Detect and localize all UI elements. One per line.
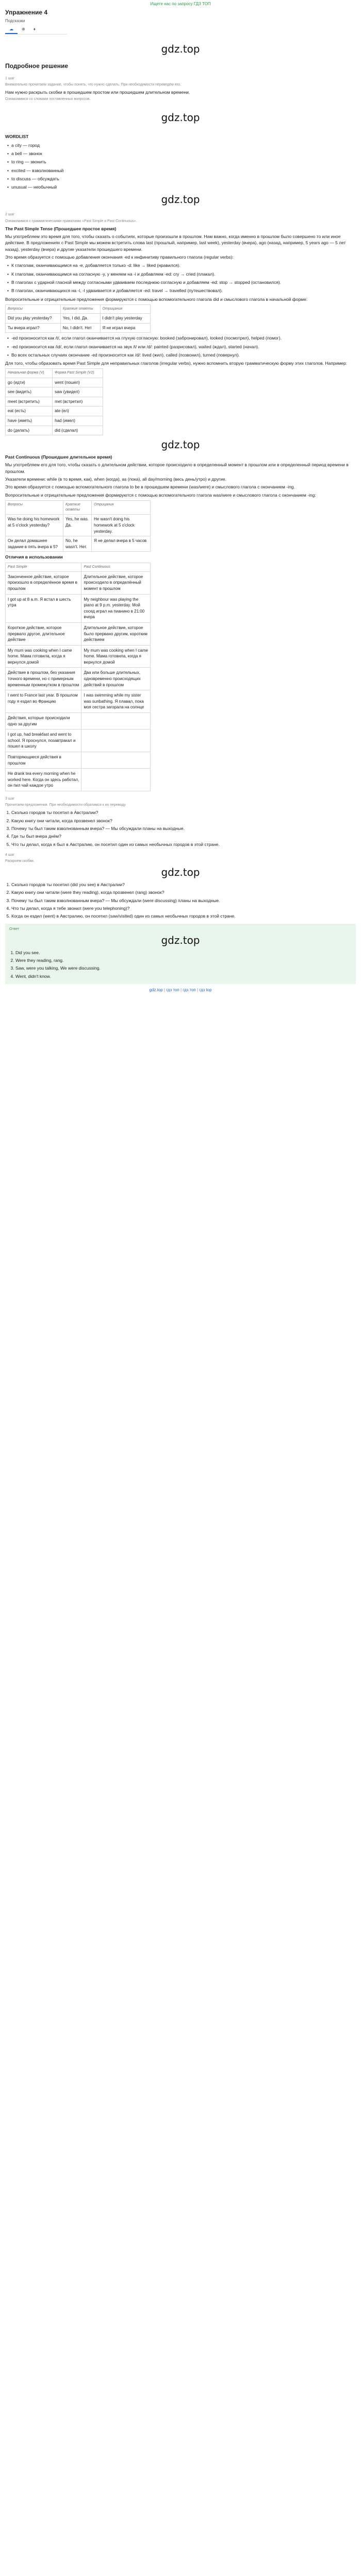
- table-cell: do (делать): [6, 426, 53, 435]
- past-simple-table: [5, 304, 151, 333]
- table-cell: [81, 752, 151, 769]
- table-cell: Повторяющиеся действия в прошлом: [6, 752, 81, 769]
- list-item: • to ring — звонить: [7, 159, 356, 165]
- irregular-verbs-table: [5, 368, 103, 435]
- differences-table: [5, 563, 151, 791]
- table-row: [6, 713, 151, 730]
- paragraph: Для того, чтобы образовать время Past Simple для неправильных глаголов (irregular verbs), нужно вспомнить вторую грамматическую форму этих глаголов. Например:: [5, 361, 347, 366]
- list-item: 5. Что ты делал, когда я был в Австралию, он посетил один из самых необычных городов в этой стране.: [11, 841, 356, 848]
- table-header: Краткие ответы: [60, 304, 100, 313]
- table-row: [6, 426, 103, 435]
- table-cell: Действия, которые происходили одно за другим: [6, 713, 81, 730]
- list-item: 1. Сколько городов ты посетил в Австралии?: [11, 809, 356, 816]
- step-label: 3 шаг: [5, 796, 14, 801]
- table-cell: Ты вчера играл?: [6, 323, 61, 333]
- table-cell: I was swimming while my sister was sunbathing. Я плавал, пока моя сестра загорала на солнце: [81, 690, 151, 713]
- step-hint: Внимательно прочитаем задание, чтобы понять, что нужно сделать. При необходимости переведём его.: [5, 82, 181, 87]
- list-item: • -ed произносится как /id/, если глагол оканчивается на звук /t/ или /d/: painted (разрисовал), waited (ждал), started (начал).: [7, 344, 356, 350]
- watermark: gdz.top: [161, 193, 200, 206]
- footer-link[interactable]: гдз топ: [166, 988, 179, 993]
- paragraph: Это время образуется с помощью вспомогательного глагола to be в прошедшем времени (was/were) и смыслового глагола с окончанием -ing.: [5, 484, 295, 490]
- list-item: 1. Сколько городов ты посетил (did you see) в Австралии?: [11, 882, 356, 888]
- watermark: gdz.top: [161, 934, 200, 946]
- pronunciation-rules: [7, 335, 356, 358]
- table-cell: Yes, he was. Да.: [63, 515, 92, 536]
- list-item: 4. Где ты был вчера днём?: [11, 833, 356, 839]
- table-row: [6, 594, 151, 622]
- table-header: Past Continuous: [81, 563, 151, 571]
- list-item: 4. Went, didn't know.: [15, 973, 352, 979]
- step-text: Нам нужно раскрыть скобки в прошедшем простом или прошедшем длительном времени.: [5, 89, 190, 95]
- list-item: • К глаголам, оканчивающимся на согласную -y, у меняем на -i и добавляем -ed: cry → cried (плакал).: [7, 271, 356, 277]
- list-item: 2. Какую книгу они читали (were they reading), когда прозвенел (rang) звонок?: [11, 889, 356, 895]
- table-row: [6, 406, 103, 416]
- translations-list: [11, 809, 356, 848]
- wordlist: [7, 142, 356, 191]
- table-header: Вопросы: [6, 501, 63, 515]
- table-cell: No, I didn't. Нет: [60, 323, 100, 333]
- table-cell: Два или больше длительных, одновременно происходящих действий в прошлом: [81, 668, 151, 690]
- answer-label: Ответ: [9, 927, 20, 931]
- table-row: [6, 416, 103, 426]
- wordlist-title: WORDLIST: [5, 134, 29, 140]
- list-item: 5. Когда он ездил (went) в Австралию, он посетил (saw/visited) один из самых необычных городов в этой стране.: [11, 913, 356, 919]
- tab-hint-2[interactable]: ⊕: [22, 26, 25, 31]
- list-item: 4. Что ты делал, когда я тебе звонил (were you telephoning)?: [11, 905, 356, 911]
- past-simple-title: The Past Simple Tense (Прошедшее простое время): [5, 226, 117, 231]
- expanded-list: [11, 882, 356, 920]
- answers-list: [15, 950, 352, 979]
- table-cell: see (видеть): [6, 387, 53, 397]
- step-label: 4 шаг: [5, 853, 14, 857]
- table-cell: Я не делал вчера в 5 часов: [92, 536, 151, 552]
- table-cell: Did you play yesterday?: [6, 314, 61, 324]
- watermark: gdz.top: [161, 43, 200, 56]
- list-item: • a bell — звонок: [7, 150, 356, 157]
- list-item: • -ed произносится как /t/, если глагол оканчивается на глухую согласную: booked (забронировал), looked (посмотрел), helped (помог).: [7, 335, 356, 341]
- step-hint: Прочитаем предложения. При необходимости обратимся к их переводу.: [5, 803, 126, 807]
- table-cell: My mum was cooking when I came home. Мама готовила, когда я вернулся домой: [6, 645, 81, 668]
- table-row: [6, 323, 151, 333]
- solution-heading: Подробное решение: [5, 62, 69, 70]
- hint-tabs: [5, 25, 67, 35]
- table-cell: Короткое действие, которое прервало другое, длительное действие: [6, 622, 81, 645]
- list-item: 1. Did you see.: [15, 950, 352, 956]
- tab-hint-1[interactable]: ☁: [5, 25, 18, 35]
- top-search-link[interactable]: Ищете нас по запросу ГДЗ ТОП: [150, 2, 211, 6]
- past-continuous-title: Past Continuous (Прошедшее длительное время): [5, 454, 112, 460]
- table-cell: ate (ел): [53, 406, 103, 416]
- table-row: [6, 515, 151, 536]
- spelling-rules: [7, 262, 356, 294]
- table-row: [6, 730, 151, 752]
- list-item: 3. Почему ты был таким взволнованным вчера? — Мы обсуждали планы на выходные.: [11, 825, 356, 832]
- list-item: • unusual — необычный: [7, 184, 356, 190]
- table-cell: Он делал домашнее задание в пять вчера в 5?: [6, 536, 63, 552]
- differences-title: Отличия в использовании: [5, 554, 63, 560]
- table-cell: did (сделал): [53, 426, 103, 435]
- table-cell: Действие в прошлом, без указания точного времени, но с примерным временным промежутком в прошлом: [6, 668, 81, 690]
- footer-link[interactable]: гдз top: [199, 988, 212, 993]
- table-cell: I got up, had breakfast and went to school. Я проснулся, позавтракал и пошел в школу: [6, 730, 81, 752]
- table-header: Краткие ответы: [63, 501, 92, 515]
- table-cell: [81, 713, 151, 730]
- table-row: [6, 668, 151, 690]
- table-cell: had (имел): [53, 416, 103, 426]
- table-header: Вопросы: [6, 304, 61, 313]
- answer-box: [5, 924, 356, 984]
- list-item: • Во всех остальных случаях окончание -ed произносится как /d/: lived (жил), called (позвонил), turned (повернул).: [7, 352, 356, 358]
- table-header: Отрицания: [92, 501, 151, 515]
- table-row: [6, 397, 103, 406]
- table-row: [6, 622, 151, 645]
- table-cell: He wasn't doing his homework at 5 o'clock yesterday.: [92, 515, 151, 536]
- step-subhint: Ознакомимся со словами поставленных вопросов.: [5, 97, 91, 101]
- table-cell: I got up at 8 a.m. Я встал в шесть утра: [6, 594, 81, 622]
- watermark: gdz.top: [161, 866, 200, 879]
- table-header: Форма Past Simple (V2): [53, 369, 103, 378]
- table-cell: [81, 769, 151, 791]
- paragraph: Вопросительные и отрицательные предложения формируются с помощью вспомогательного глагола was/were и смыслового глагола с окончанием -ing:: [5, 492, 316, 498]
- page-title: Упражнение 4: [5, 8, 47, 16]
- paragraph: Указатели времени: while (в то время, как), when (когда), as (пока), all day/morning (весь день/утро) и другие.: [5, 477, 226, 482]
- table-cell: met (встретил): [53, 397, 103, 406]
- table-cell: Was he doing his homework at 5 o'clock yesterday?: [6, 515, 63, 536]
- list-item: 2. Were they reading, rang.: [15, 957, 352, 963]
- table-cell: Yes, I did. Да.: [60, 314, 100, 324]
- tab-hint-3[interactable]: ♦: [33, 26, 36, 31]
- step-label: 2 шаг: [5, 213, 14, 217]
- table-header: Отрицания: [100, 304, 150, 313]
- step-label: 1 шаг: [5, 76, 14, 80]
- list-item: 2. Какую книгу они читали, когда прозвенел звонок?: [11, 818, 356, 824]
- table-cell: go (идти): [6, 378, 53, 387]
- table-cell: My mum was cooking when I came home. Мама готовила, когда я вернулся домой: [81, 645, 151, 668]
- list-item: • В глаголах с ударной гласной между согласными удваиваем последнюю согласную и добавляем -ed: stop → stopped (остановился).: [7, 279, 356, 285]
- table-row: [6, 378, 103, 387]
- table-row: [6, 645, 151, 668]
- table-row: [6, 690, 151, 713]
- table-cell: I went to France last year. В прошлом году я ездил во Францию: [6, 690, 81, 713]
- table-header: Начальная форма (V): [6, 369, 53, 378]
- paragraph: Мы употребляем это время для того, чтобы сказать о событиях, которые произошли в прошлом. Нам важно, когда именно в прошлом было совершено то или иное действие. В предложениях с Past Simple мы можем встретить слова last (прошлый, например, last week), yesterday (вчера), ago (назад, например, 5 years ago — 5 лет назад), yesterday (вчера) и другие указатели прошедшего времени.: [5, 234, 346, 252]
- list-item: 3. Saw, were you talking, We were discussing.: [15, 965, 352, 971]
- footer-links: gdz.top | гдз топ | гдз.топ | гдз top: [149, 988, 212, 993]
- table-row: [6, 536, 151, 552]
- hints-label: Подсказки: [5, 18, 25, 23]
- footer-link[interactable]: гдз.топ: [183, 988, 196, 993]
- table-cell: [81, 730, 151, 752]
- watermark: gdz.top: [161, 111, 200, 124]
- table-cell: I didn't play yesterday: [100, 314, 150, 324]
- table-cell: saw (увидел): [53, 387, 103, 397]
- table-cell: have (иметь): [6, 416, 53, 426]
- table-cell: Длительное действие, которое было прервано другим, коротким действием: [81, 622, 151, 645]
- list-item: • a city — город: [7, 142, 356, 148]
- table-cell: Длительное действие, которое происходило в определённый момент в прошлом: [81, 571, 151, 594]
- list-item: • excited — взволнованный: [7, 167, 356, 174]
- step-hint: Раскроем скобки.: [5, 859, 35, 863]
- list-item: 3. Почему ты был таким взволнованным вчера? — Мы обсуждали (were discussing) планы на выходные.: [11, 897, 356, 904]
- list-item: • to discuss — обсуждать: [7, 176, 356, 182]
- paragraph: Вопросительные и отрицательные предложения формируются с помощью вспомогательного глагола did и смыслового глагола в начальной форме:: [5, 296, 308, 302]
- list-item: • В глаголах, оканчивающихся на -l, -l удваивается и добавляется -ed: travel → travelled (путешествовал).: [7, 287, 356, 294]
- table-cell: Законченное действие, которое произошло в определённое время в прошлом: [6, 571, 81, 594]
- table-cell: My neighbour was playing the piano at 9 p.m. yesterday. Мой сосед играл на пианино в 21:00 вчера: [81, 594, 151, 622]
- table-row: [6, 752, 151, 769]
- list-item: • К глаголам, оканчивающимся на -e, добавляется только -d: like → liked (нравился).: [7, 262, 356, 268]
- table-cell: No, he wasn't. Нет.: [63, 536, 92, 552]
- table-cell: eat (есть): [6, 406, 53, 416]
- table-cell: Я не играл вчера: [100, 323, 150, 333]
- table-cell: went (пошел): [53, 378, 103, 387]
- table-cell: meet (встретить): [6, 397, 53, 406]
- table-cell: He drank tea every morning when he worked here. Когда он здесь работал, он пил чай каждое утро: [6, 769, 81, 791]
- table-row: [6, 769, 151, 791]
- watermark: gdz.top: [161, 438, 200, 451]
- table-row: [6, 571, 151, 594]
- table-row: [6, 314, 151, 324]
- table-row: [6, 387, 103, 397]
- paragraph: Мы употребляем его для того, чтобы сказать о длительном действии, которое происходило в определенный момент в прошлом или в определенный период времени в прошлом.: [5, 462, 349, 474]
- paragraph: Это время образуется с помощью добавления окончания -ed к инфинитиву правильного глагола (regular verbs):: [5, 255, 234, 260]
- table-header: Past Simple: [6, 563, 81, 571]
- step-hint: Ознакомимся с грамматическими правилами «Past Simple и Past Continuous».: [5, 219, 137, 223]
- past-continuous-table: [5, 500, 151, 552]
- footer-link[interactable]: gdz.top: [149, 988, 163, 993]
